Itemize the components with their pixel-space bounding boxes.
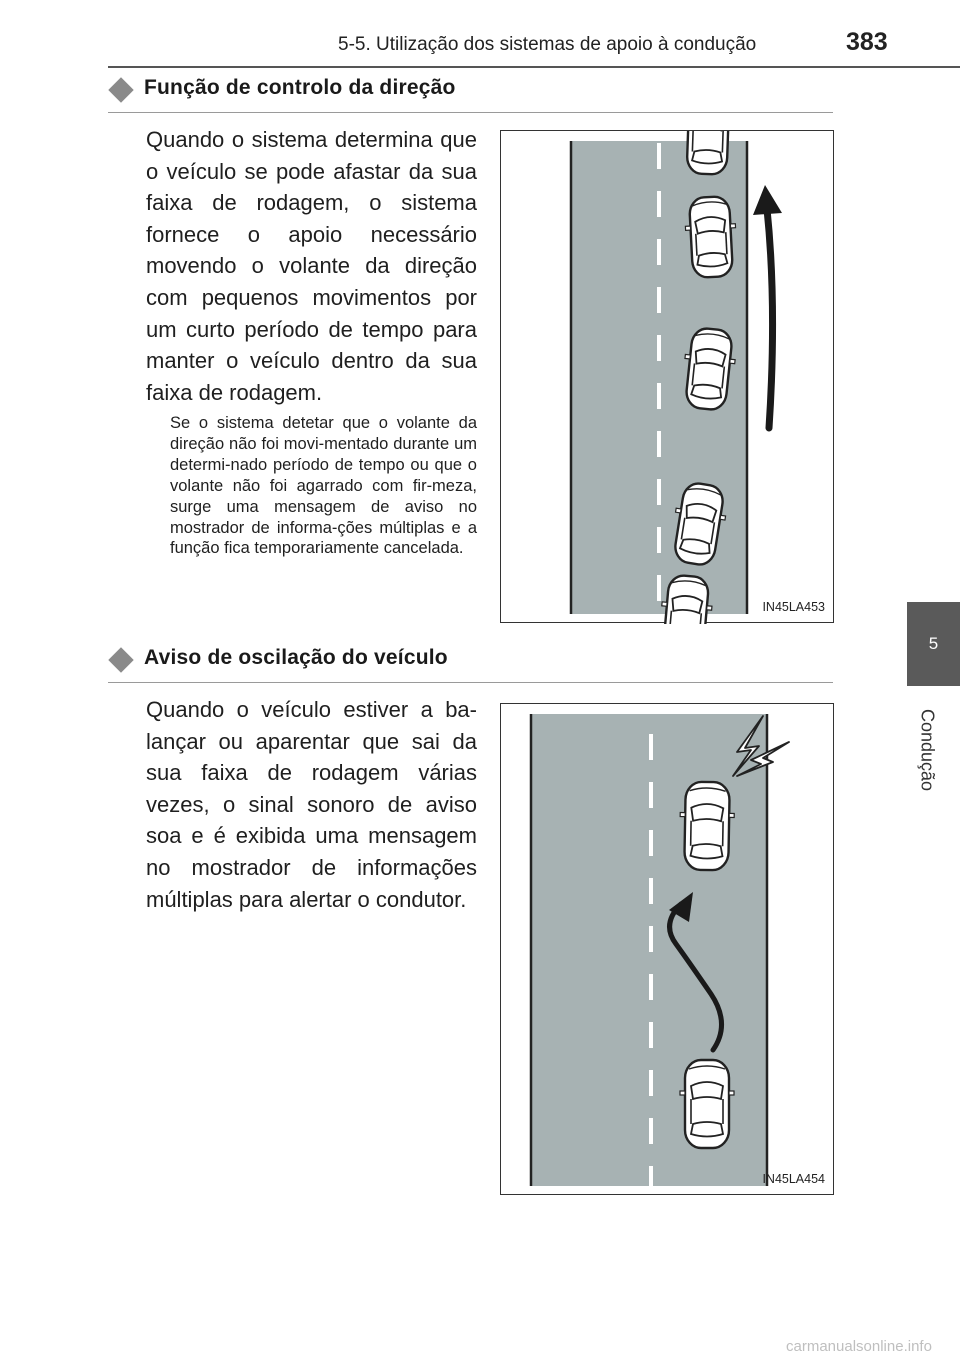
chapter-number: 5 <box>928 634 939 653</box>
running-header: 5-5. Utilização dos sistemas de apoio à condução <box>338 34 757 55</box>
figure-steering-control <box>500 130 834 623</box>
section-heading-steering <box>108 76 833 113</box>
steering-illustration <box>501 131 835 624</box>
section-title: Aviso de oscilação do veículo <box>144 646 448 669</box>
chapter-label-text: Condução <box>917 708 938 792</box>
chapter-tab[interactable] <box>907 602 960 686</box>
diamond-bullet-icon <box>108 77 133 102</box>
chapter-label <box>912 700 942 800</box>
sway-illustration <box>501 704 835 1196</box>
steering-description: Quando o sistema determina que o veículo se pode afastar da sua faixa de rodagem, o sistema fornece o apoio necessário movendo o volante da direção com pequenos movimentos por um curto período de tempo para manter o veículo dentro da sua faixa de rodagem. <box>146 127 477 405</box>
figure-code: IN45LA453 <box>762 600 825 614</box>
section-heading-sway-warning <box>108 646 833 683</box>
figure-code: IN45LA454 <box>762 1172 825 1186</box>
header-divider <box>108 66 960 68</box>
diamond-bullet-icon <box>108 647 133 672</box>
watermark: carmanualsonline.info <box>786 1338 932 1355</box>
car-icon <box>680 1060 734 1148</box>
car-icon <box>684 196 738 279</box>
sway-warning-description: Quando o veículo estiver a ba-lançar ou aparentar que sai da sua faixa de rodagem várias vezes, o sinal sonoro de aviso soa e é exibida uma mensagem no mostrador de informações múltiplas para alertar o condutor. <box>146 697 477 912</box>
page-number: 383 <box>846 28 888 56</box>
figure-sway-warning <box>500 703 834 1195</box>
section-title: Função de controlo da direção <box>144 76 456 99</box>
direction-arrow-icon <box>753 185 782 428</box>
car-icon <box>679 782 735 871</box>
steering-note: Se o sistema detetar que o volante da direção não foi movi-mentado durante um determi-nado período de tempo ou que o volante não foi agarrado com fir-meza, surge uma mensagem de aviso no mostrador de informa-ções múltiplas e a função fica temporariamente cancelada. <box>170 414 477 558</box>
